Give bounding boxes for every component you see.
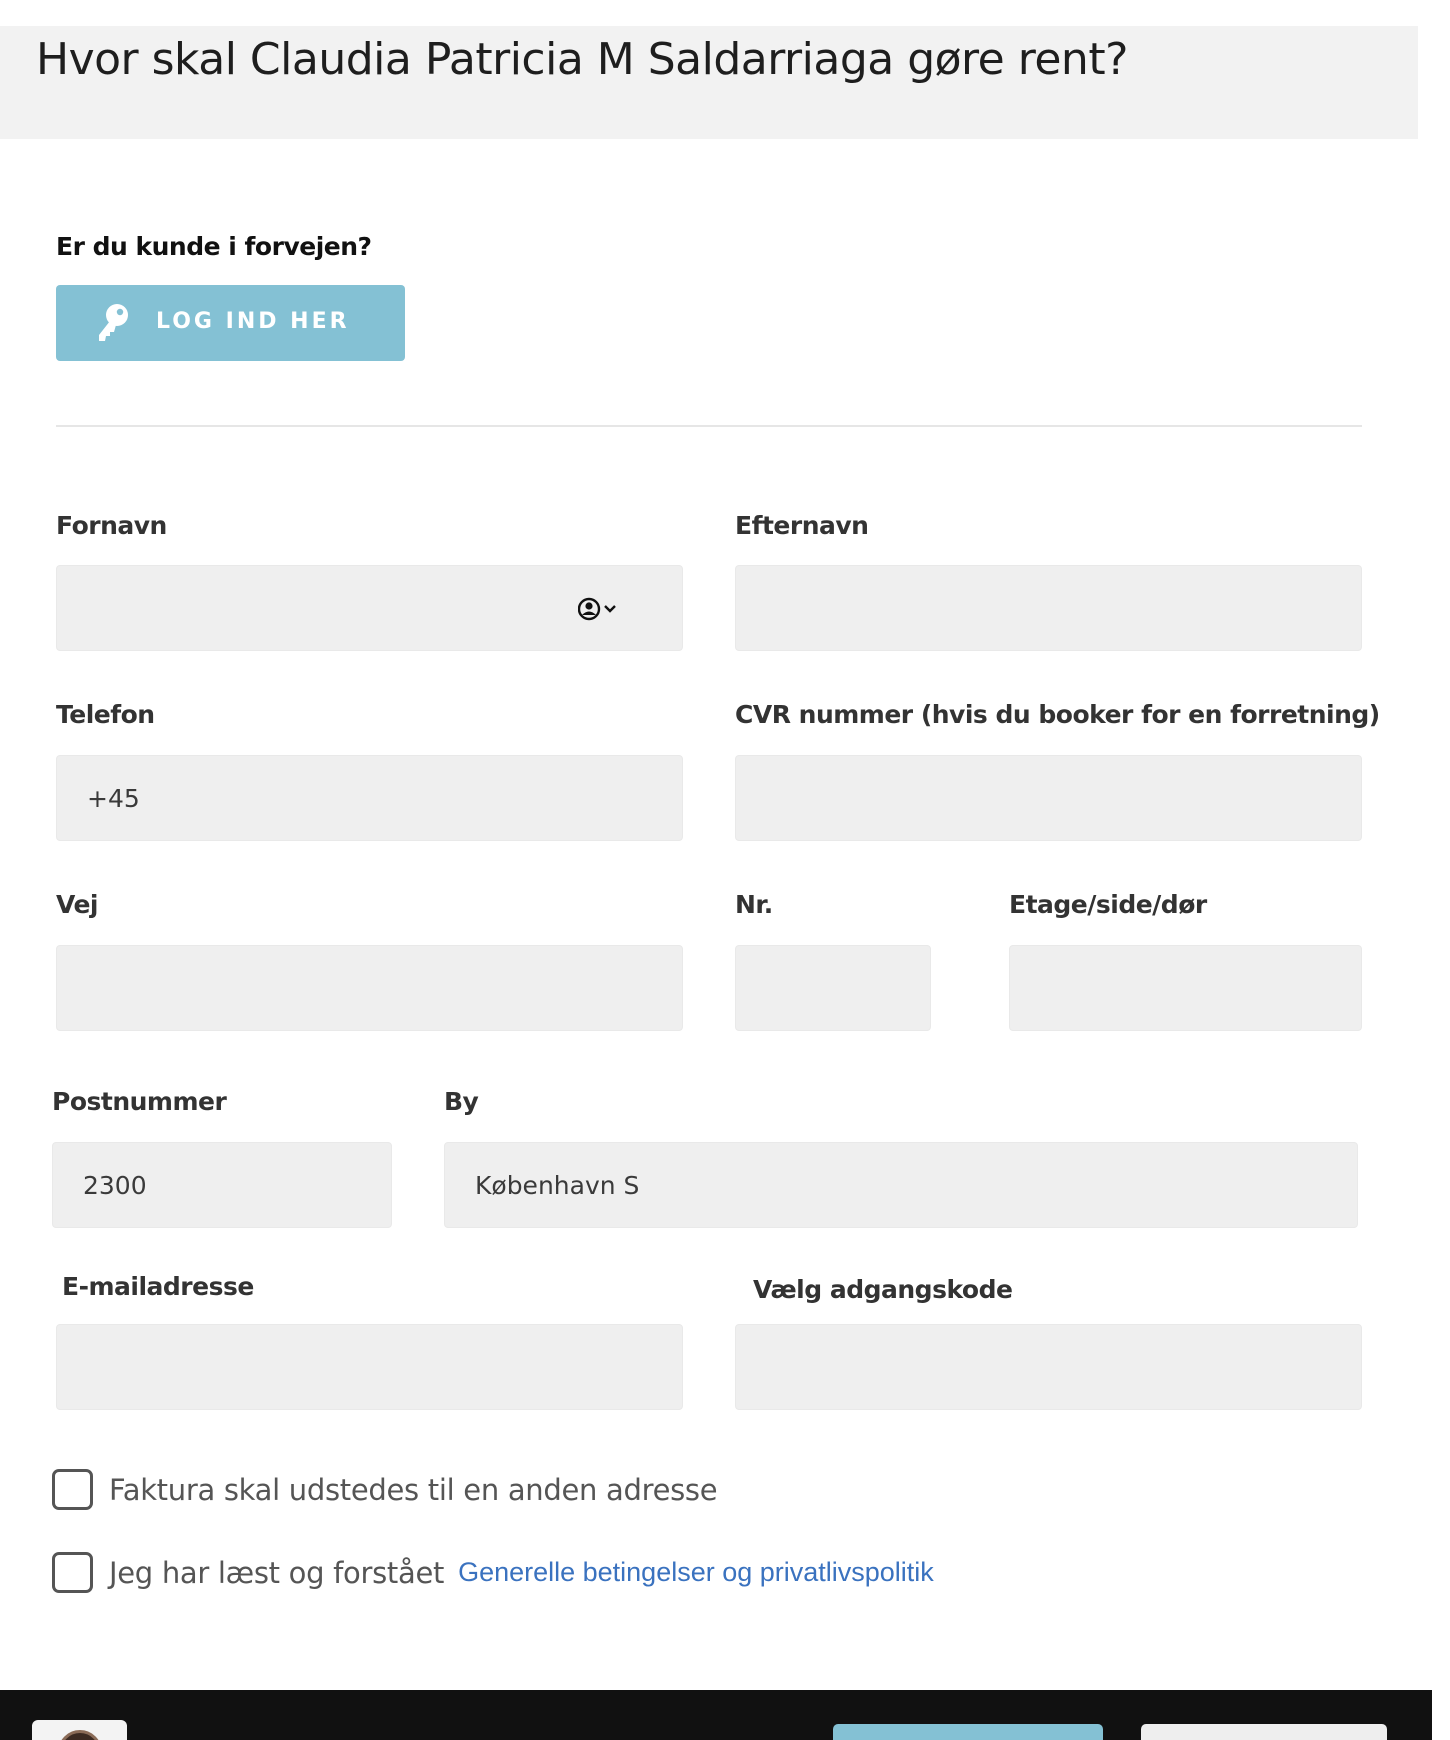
terms-link[interactable]: Generelle betingelser og privatlivspolitik	[458, 1557, 934, 1587]
invoice-address-row	[52, 1469, 717, 1510]
email-field[interactable]	[56, 1324, 683, 1410]
postal-code-label: Postnummer	[52, 1087, 227, 1116]
street-field[interactable]	[56, 945, 683, 1031]
terms-label[interactable]: Jeg har læst og forstået	[109, 1555, 445, 1590]
invoice-address-label[interactable]: Faktura skal udstedes til en anden adresse	[109, 1472, 718, 1507]
email-label: E-mailadresse	[62, 1272, 254, 1301]
booking-footer-bar	[0, 1690, 1432, 1740]
cvr-field[interactable]	[735, 755, 1362, 841]
terms-checkbox[interactable]	[52, 1552, 93, 1593]
terms-row	[52, 1552, 934, 1593]
floor-label: Etage/side/dør	[1009, 890, 1207, 919]
postal-code-value: 2300	[83, 1171, 147, 1200]
last-name-field[interactable]	[735, 565, 1362, 651]
avatar	[32, 1720, 127, 1740]
password-label: Vælg adgangskode	[753, 1275, 1013, 1304]
footer-primary-button[interactable]	[833, 1724, 1103, 1740]
floor-field[interactable]	[1009, 945, 1362, 1031]
login-button-label: LOG IND HER	[156, 309, 350, 334]
login-button[interactable]	[56, 285, 405, 361]
cvr-label: CVR nummer (hvis du booker for en forretning)	[735, 700, 1380, 729]
existing-customer-prompt: Er du kunde i forvejen?	[56, 232, 372, 261]
city-field[interactable]	[444, 1142, 1358, 1228]
last-name-label: Efternavn	[735, 511, 869, 540]
page-title: Hvor skal Claudia Patricia M Saldarriaga gøre rent?	[36, 34, 1128, 85]
password-field[interactable]	[735, 1324, 1362, 1410]
invoice-address-checkbox[interactable]	[52, 1469, 93, 1510]
section-divider	[56, 425, 1362, 427]
phone-value: +45	[87, 784, 140, 813]
contact-autofill-icon[interactable]	[578, 596, 622, 622]
first-name-label: Fornavn	[56, 511, 167, 540]
street-label: Vej	[56, 890, 99, 919]
postal-code-field[interactable]	[52, 1142, 392, 1228]
avatar-photo	[58, 1730, 102, 1740]
number-label: Nr.	[735, 890, 773, 919]
phone-label: Telefon	[56, 700, 155, 729]
city-label: By	[444, 1087, 479, 1116]
first-name-field[interactable]	[56, 565, 683, 651]
city-value: København S	[475, 1171, 640, 1200]
phone-field[interactable]	[56, 755, 683, 841]
number-field[interactable]	[735, 945, 931, 1031]
footer-secondary-button[interactable]	[1141, 1724, 1387, 1740]
key-icon	[96, 303, 130, 343]
